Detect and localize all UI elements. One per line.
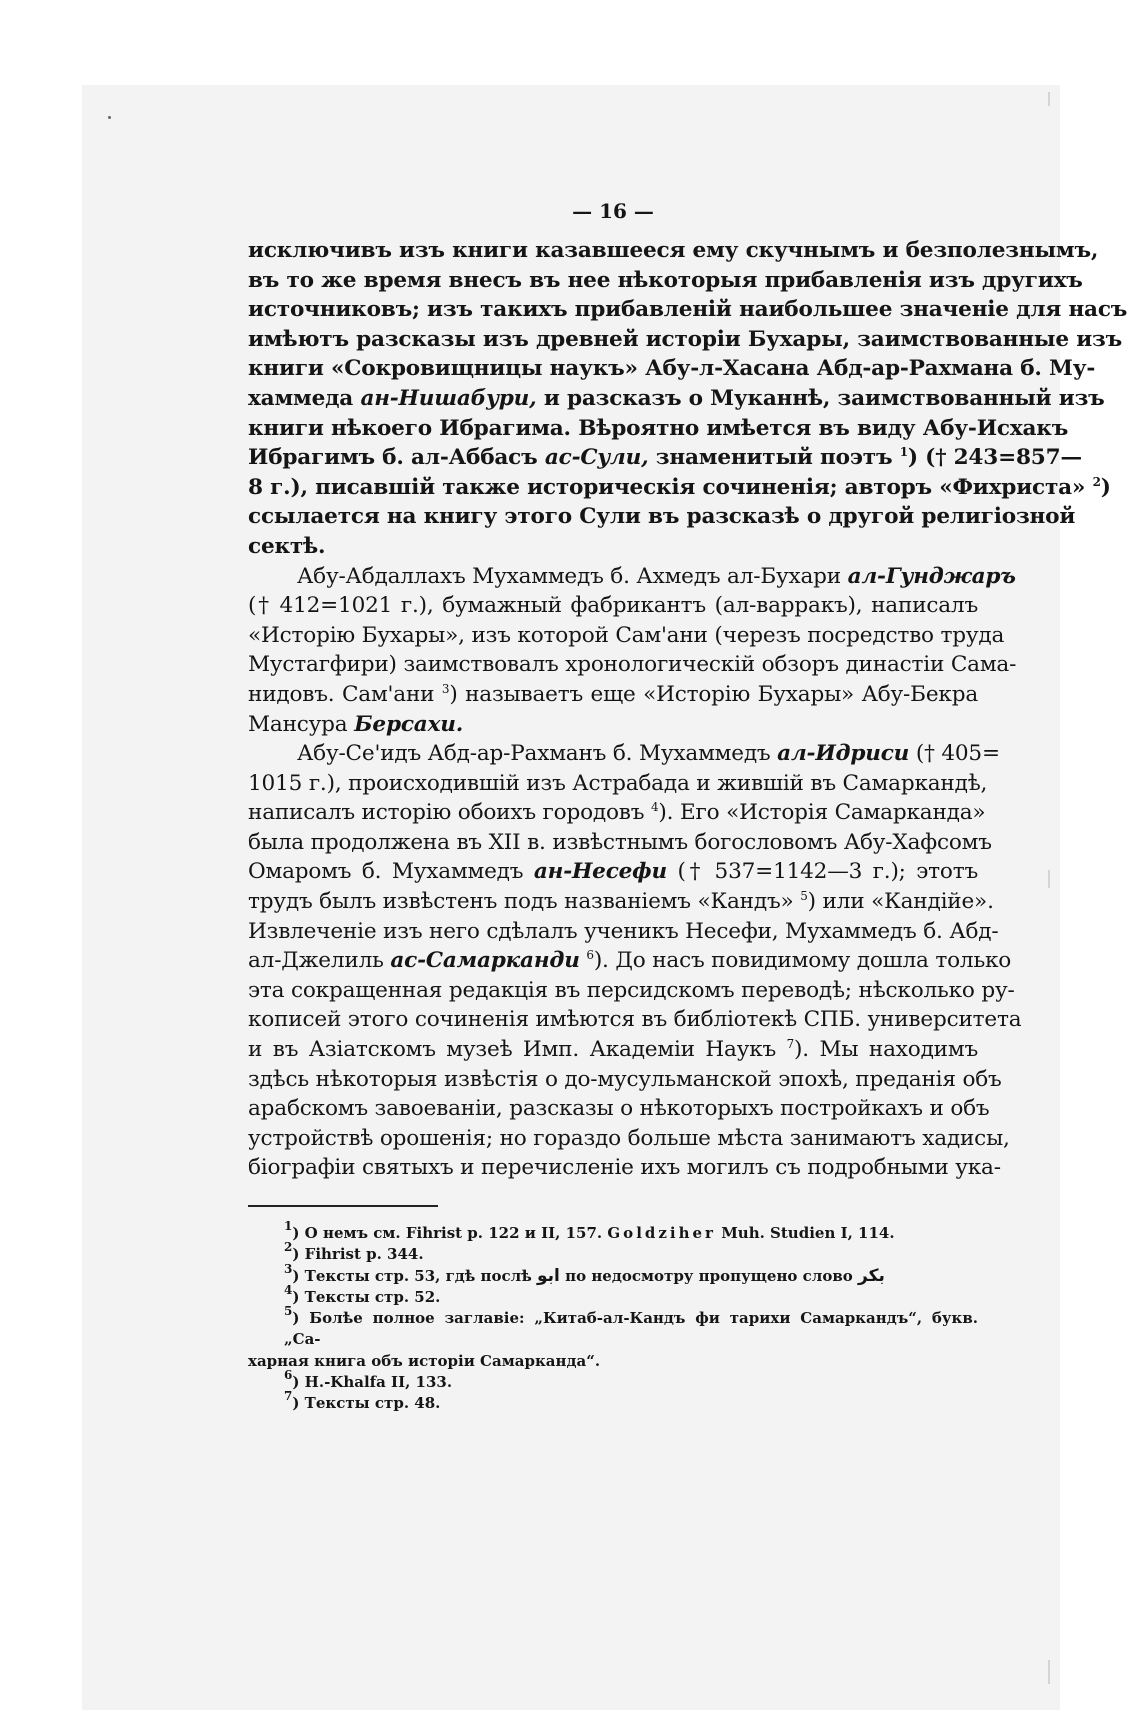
- footnote-5: $^5$) Болѣе полное заглавіе: „Китаб-ал-Кандъ фи тарихи Самаркандъ“, букв. „Са- харная книга объ исторіи Самарканда“.: [248, 1304, 978, 1370]
- name-italic: ас-Сули,: [544, 445, 649, 471]
- scan-edge-mark: [1048, 1660, 1050, 1684]
- text-line: 8 г.), писавшій также историческія сочиненія; авторъ «Фихриста» $^2$): [248, 474, 1111, 500]
- text-line: Мансура Берсахи.: [248, 711, 464, 737]
- text-line: ссылается на книгу этого Сули въ разсказѣ о другой религіозной: [248, 504, 1076, 530]
- footnote-ref: 7: [786, 1037, 795, 1052]
- scan-speck: [108, 116, 111, 119]
- text-line: здѣсь нѣкоторыя извѣстія о до-мусульманской эпохѣ, преданія объ: [248, 1066, 1002, 1092]
- text-line: арабскомъ завоеваніи, разсказы о нѣкоторыхъ постройкахъ и объ: [248, 1096, 990, 1122]
- footnote-6: $^6$) H.-Khalfa II, 133.: [284, 1368, 453, 1392]
- text-line: Омаромъ б. Мухаммедъ ан-Несефи († 537=1142—3 г.); этотъ: [248, 859, 979, 885]
- text-line: написалъ исторію обоихъ городовъ $^4$). Его «Исторія Самарканда»: [248, 800, 986, 826]
- text-line: Ибрагимъ б. ал-Аббасъ ас-Сули, знаменитый поэтъ $^1$) († 243=857—: [248, 445, 1082, 471]
- name-italic: ан-Несефи: [533, 859, 667, 885]
- text-line: нидовъ. Сам'ани $^3$) называетъ еще «Исторію Бухары» Абу-Бекра: [248, 681, 978, 707]
- text-line: имѣютъ разсказы изъ древней исторіи Бухары, заимствованные изъ: [248, 326, 1122, 352]
- scan-edge-mark: [1048, 870, 1050, 888]
- text-line: источниковъ; изъ такихъ прибавленій наибольшее значеніе для насъ: [248, 297, 1128, 323]
- text-line: ал-Джелиль ас-Самарканди $^6$). До насъ повидимому дошла только: [248, 948, 1012, 974]
- text-line: біографіи святыхъ и перечисленіе ихъ могилъ съ подробными ука-: [248, 1155, 1001, 1181]
- text-line: трудъ былъ извѣстенъ подъ названіемъ «Кандъ» $^5$) или «Кандійе».: [248, 889, 994, 915]
- footnote-ref: 3: [441, 681, 450, 696]
- scan-edge-mark: [1048, 92, 1050, 106]
- footnote-4: $^4$) Тексты стр. 52.: [284, 1282, 441, 1306]
- name-italic: ал-Идриси: [777, 741, 910, 767]
- footnote-ref: 4: [650, 800, 659, 815]
- text-line: Извлеченіе изъ него сдѣлалъ ученикъ Несефи, Мухаммедъ б. Абд-: [248, 918, 999, 944]
- paragraph-3: [248, 739, 1022, 1183]
- footnote-ref: 6: [586, 948, 594, 963]
- text-line: († 412=1021 г.), бумажный фабрикантъ (ал-варракъ), написалъ: [248, 593, 978, 619]
- text-line: Абу-Абдаллахъ Мухаммедъ б. Ахмедъ ал-Бухари ал-Гунджаръ: [297, 563, 1016, 589]
- paragraph-1: [248, 236, 1128, 562]
- text-line: хаммеда ан-Нишабури, и разсказъ о Муканнѣ, заимствованный изъ: [248, 385, 1105, 411]
- footnote-ref: 1: [899, 445, 908, 460]
- page-number: — 16 —: [572, 199, 654, 223]
- footnote-1: $^1$) О немъ см. Fihrist p. 122 и II, 157. Goldziher Muh. Studien I, 114.: [284, 1219, 895, 1242]
- text-line: эта сокращенная редакція въ персидскомъ переводѣ; нѣсколько ру-: [248, 977, 1015, 1003]
- footnote-2: $^2$) Fihrist p. 344.: [284, 1240, 424, 1264]
- arabic-word: بكر: [858, 1265, 885, 1286]
- text-line: въ то же время внесъ въ нее нѣкоторыя прибавленія изъ другихъ: [248, 267, 1083, 293]
- text-line: книги «Сокровищницы наукъ» Абу-л-Хасана Абд-ар-Рахмана б. Му-: [248, 356, 1096, 382]
- page-content: [248, 196, 1128, 1415]
- name-italic: ас-Самарканди: [390, 948, 580, 974]
- footnote-ref: 2: [1092, 474, 1101, 489]
- text-line: кописей этого сочиненія имѣются въ библіотекѣ СПБ. университета: [248, 1007, 1022, 1033]
- footnote-ref: 5: [800, 889, 808, 904]
- text-line: устройствѣ орошенія; но гораздо больше мѣста занимаютъ хадисы,: [248, 1125, 1010, 1151]
- footnote-separator: [248, 1205, 438, 1207]
- text-line: и въ Азіатскомъ музеѣ Имп. Академіи Наукъ $^7$). Мы находимъ: [248, 1037, 978, 1063]
- name-italic: ал-Гунджаръ: [847, 563, 1016, 589]
- name-italic: Берсахи.: [354, 711, 464, 737]
- text-line: исключивъ изъ книги казавшееся ему скучнымъ и безполезнымъ,: [248, 238, 1099, 263]
- text-line: была продолжена въ XII в. извѣстнымъ богословомъ Абу-Хафсомъ: [248, 829, 992, 855]
- name-italic: ан-Нишабури,: [360, 385, 537, 411]
- paragraph-2: [248, 562, 1017, 740]
- text-line: «Исторію Бухары», изъ которой Сам'ани (черезъ посредство труда: [248, 622, 1005, 648]
- footnotes: [248, 1219, 978, 1415]
- text-line: сектѣ.: [248, 533, 326, 559]
- text-line: книги нѣкоего Ибрагима. Вѣроятно имѣется въ виду Абу-Исхакъ: [248, 415, 1069, 441]
- text-line: Абу-Се'идъ Абд-ар-Рахманъ б. Мухаммедъ ал-Идриси († 405=: [297, 741, 1000, 767]
- text-line: 1015 г.), происходившій изъ Астрабада и жившій въ Самаркандѣ,: [248, 770, 988, 796]
- arabic-word: ابو: [537, 1265, 560, 1286]
- text-line: Мустагфири) заимствовалъ хронологическій обзоръ династіи Сама-: [248, 652, 1017, 678]
- footnote-7: $^7$) Тексты стр. 48.: [284, 1389, 441, 1413]
- footnote-3: $^3$) Тексты стр. 53, гдѣ послѣ ابو по недосмотру пропущено слово بكر: [284, 1261, 885, 1286]
